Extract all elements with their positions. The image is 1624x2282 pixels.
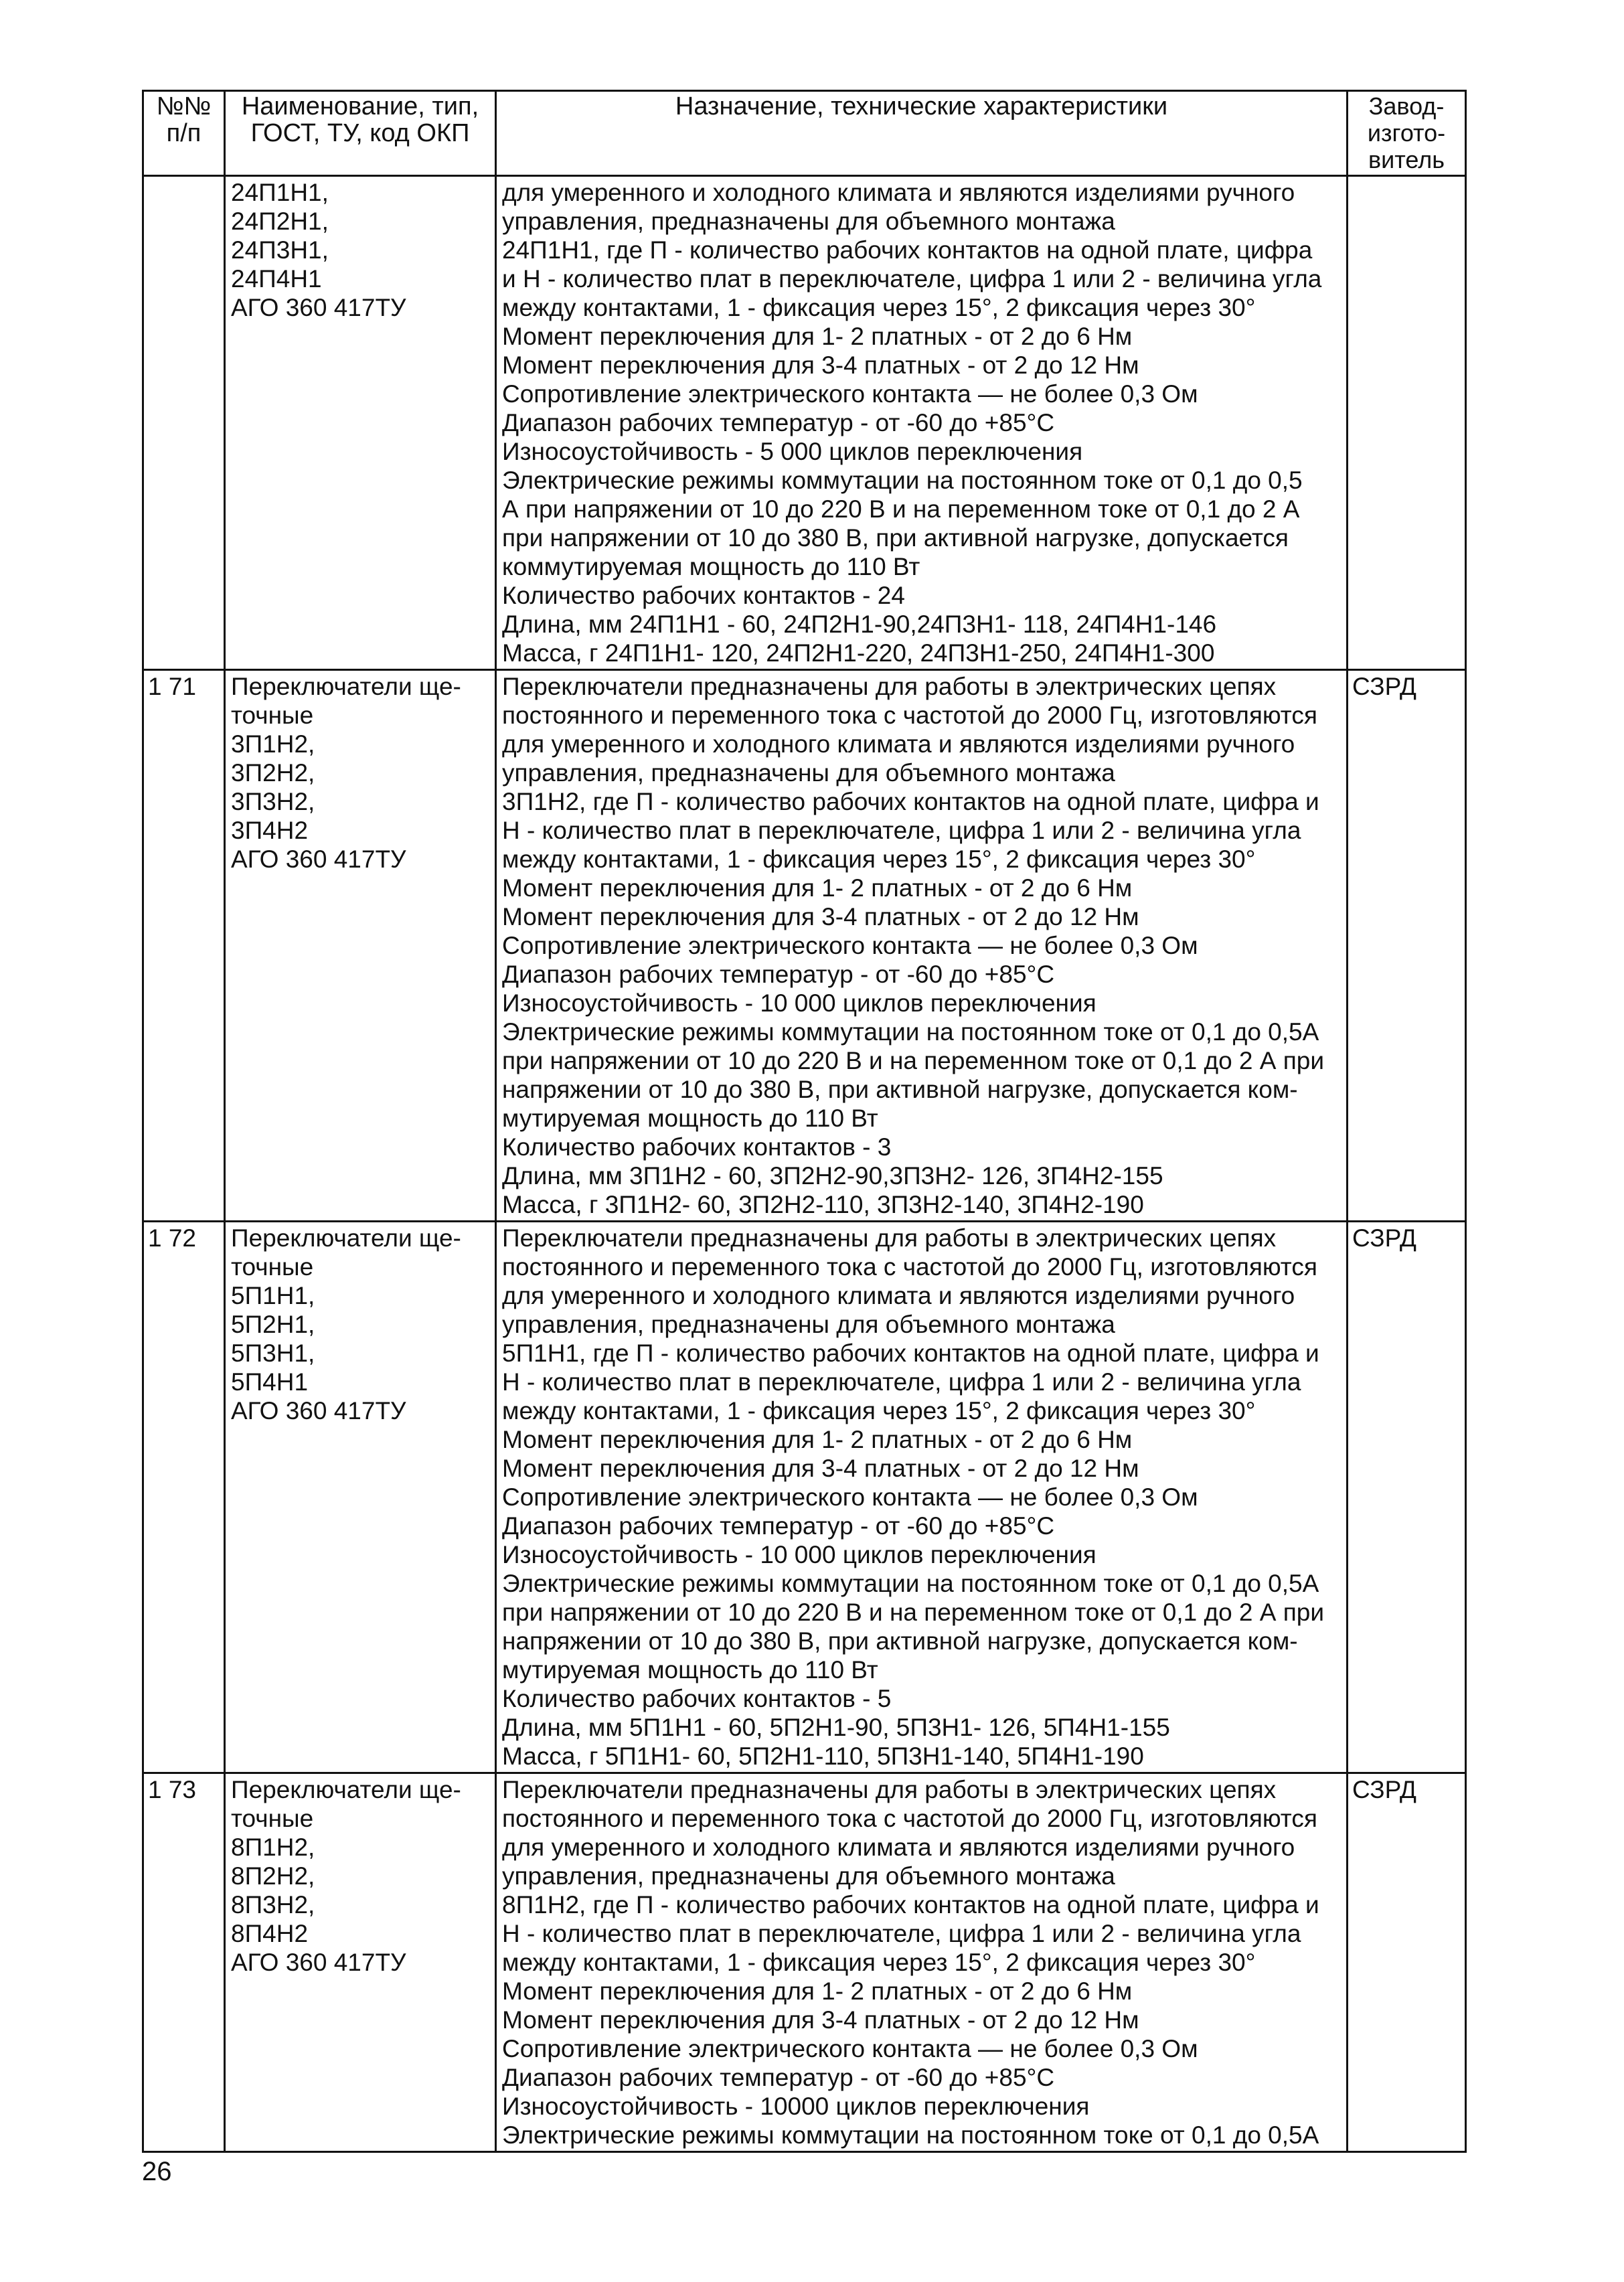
row-number: 1 72 xyxy=(143,1222,225,1773)
row-name: Переключатели ще- точные 3П1Н2, 3П2Н2, 3П3Н2, 3П4Н2 АГО 360 417ТУ xyxy=(225,670,496,1222)
row-number: 1 73 xyxy=(143,1773,225,2152)
table-header-row xyxy=(143,91,1466,176)
header-manufacturer: Завод- изгото- витель xyxy=(1348,91,1466,176)
row-description: для умеренного и холодного климата и являются изделиями ручного управления, предназначены для объемного монтажа 24П1Н1, где П - количество рабочих контактов на одной плате, цифра и Н - количество плат в переключателе, цифра 1 или 2 - величина угла между контактами, 1 - фиксация через 15°, 2 фиксация через 30° Момент переключения для 1- 2 платных - от 2 до 6 Нм Момент переключения для 3-4 платных - от 2 до 12 Нм Сопротивление электрического контакта — не более 0,3 Ом Диапазон рабочих температур - от -60 до +85°С Износоустойчивость - 5 000 циклов переключения Электрические режимы коммутации на постоянном токе от 0,1 до 0,5 А при напряжении от 10 до 220 В и на переменном токе от 0,1 до 2 А при напряжении от 10 до 380 В, при активной нагрузке, допускается коммутируемая мощность до 110 Вт Количество рабочих контактов - 24 Длина, мм 24П1Н1 - 60, 24П2Н1-90,24П3Н1- 118, 24П4Н1-146 Масса, г 24П1Н1- 120, 24П2Н1-220, 24П3Н1-250, 24П4Н1-300 xyxy=(496,176,1348,670)
row-description: Переключатели предназначены для работы в электрических цепях постоянного и переменного тока с частотой до 2000 Гц, изготовляются для умеренного и холодного климата и являются изделиями ручного управления, предназначены для объемного монтажа 3П1Н2, где П - количество рабочих контактов на одной плате, цифра и Н - количество плат в переключателе, цифра 1 или 2 - величина угла между контактами, 1 - фиксация через 15°, 2 фиксация через 30° Момент переключения для 1- 2 платных - от 2 до 6 Нм Момент переключения для 3-4 платных - от 2 до 12 Нм Сопротивление электрического контакта — не более 0,3 Ом Диапазон рабочих температур - от -60 до +85°С Износоустойчивость - 10 000 циклов переключения Электрические режимы коммутации на постоянном токе от 0,1 до 0,5А при напряжении от 10 до 220 В и на переменном токе от 0,1 до 2 А при напряжении от 10 до 380 В, при активной нагрузке, допускается ком- мутируемая мощность до 110 Вт Количество рабочих контактов - 3 Длина, мм 3П1Н2 - 60, 3П2Н2-90,3П3Н2- 126, 3П4Н2-155 Масса, г 3П1Н2- 60, 3П2Н2-110, 3П3Н2-140, 3П4Н2-190 xyxy=(496,670,1348,1222)
row-description: Переключатели предназначены для работы в электрических цепях постоянного и переменного тока с частотой до 2000 Гц, изготовляются для умеренного и холодного климата и являются изделиями ручного управления, предназначены для объемного монтажа 8П1Н2, где П - количество рабочих контактов на одной плате, цифра и Н - количество плат в переключателе, цифра 1 или 2 - величина угла между контактами, 1 - фиксация через 15°, 2 фиксация через 30° Момент переключения для 1- 2 платных - от 2 до 6 Нм Момент переключения для 3-4 платных - от 2 до 12 Нм Сопротивление электрического контакта — не более 0,3 Ом Диапазон рабочих температур - от -60 до +85°С Износоустойчивость - 10000 циклов переключения Электрические режимы коммутации на постоянном токе от 0,1 до 0,5А xyxy=(496,1773,1348,2152)
header-number: №№ п/п xyxy=(143,91,225,176)
header-description: Назначение, технические характеристики xyxy=(496,91,1348,176)
row-number: 1 71 xyxy=(143,670,225,1222)
row-description: Переключатели предназначены для работы в электрических цепях постоянного и переменного тока с частотой до 2000 Гц, изготовляются для умеренного и холодного климата и являются изделиями ручного управления, предназначены для объемного монтажа 5П1Н1, где П - количество рабочих контактов на одной плате, цифра и Н - количество плат в переключателе, цифра 1 или 2 - величина угла между контактами, 1 - фиксация через 15°, 2 фиксация через 30° Момент переключения для 1- 2 платных - от 2 до 6 Нм Момент переключения для 3-4 платных - от 2 до 12 Нм Сопротивление электрического контакта — не более 0,3 Ом Диапазон рабочих температур - от -60 до +85°С Износоустойчивость - 10 000 циклов переключения Электрические режимы коммутации на постоянном токе от 0,1 до 0,5А при напряжении от 10 до 220 В и на переменном токе от 0,1 до 2 А при напряжении от 10 до 380 В, при активной нагрузке, допускается ком- мутируемая мощность до 110 Вт Количество рабочих контактов - 5 Длина, мм 5П1Н1 - 60, 5П2Н1-90, 5П3Н1- 126, 5П4Н1-155 Масса, г 5П1Н1- 60, 5П2Н1-110, 5П3Н1-140, 5П4Н1-190 xyxy=(496,1222,1348,1773)
row-manufacturer xyxy=(1348,176,1466,670)
row-manufacturer: СЗРД xyxy=(1348,1773,1466,2152)
row-manufacturer: СЗРД xyxy=(1348,670,1466,1222)
specification-table xyxy=(142,90,1467,2153)
page-number: 26 xyxy=(142,2157,172,2186)
table-row xyxy=(143,1773,1466,2152)
row-manufacturer: СЗРД xyxy=(1348,1222,1466,1773)
table-row xyxy=(143,670,1466,1222)
header-name: Наименование, тип, ГОСТ, ТУ, код ОКП xyxy=(225,91,496,176)
row-name: Переключатели ще- точные 8П1Н2, 8П2Н2, 8П3Н2, 8П4Н2 АГО 360 417ТУ xyxy=(225,1773,496,2152)
row-number xyxy=(143,176,225,670)
table-row xyxy=(143,1222,1466,1773)
row-name: Переключатели ще- точные 5П1Н1, 5П2Н1, 5П3Н1, 5П4Н1 АГО 360 417ТУ xyxy=(225,1222,496,1773)
row-name: 24П1Н1, 24П2Н1, 24П3Н1, 24П4Н1 АГО 360 417ТУ xyxy=(225,176,496,670)
table-row xyxy=(143,176,1466,670)
